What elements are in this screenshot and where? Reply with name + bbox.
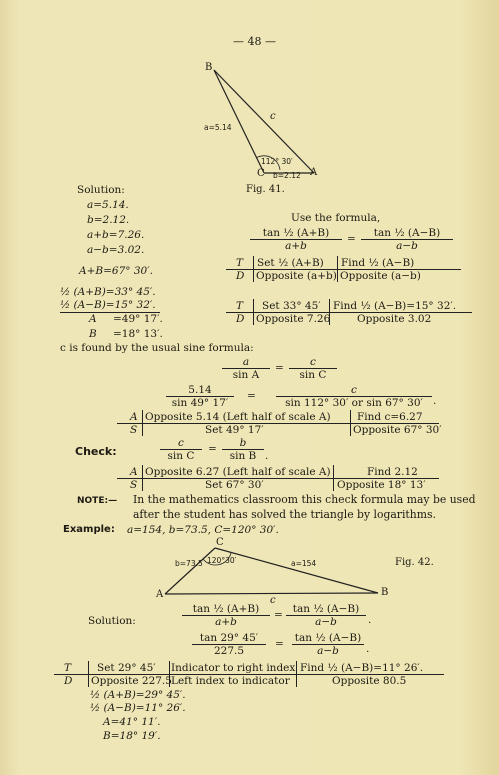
table5-t2: Indicator to right index [171, 662, 296, 674]
check-lhs-den: sin C [167, 450, 195, 462]
solution2-f-lhs-num: tan ½ (A+B) [182, 603, 270, 616]
sine-formula-rhs-den: sin C [299, 369, 327, 381]
given-a-plus-b: a+b=7.26. [87, 229, 145, 241]
solution-label: Solution: [77, 184, 125, 196]
table3-s2: Opposite 67° 30′ [353, 424, 442, 436]
fig42-angle: 120°30′ [207, 556, 237, 565]
result-half-diff: ½ (A−B)=11° 26′. [90, 702, 186, 714]
sine-formula-rhs-num: c [289, 356, 337, 369]
given-a-minus-b: a−b=3.02. [87, 244, 145, 256]
sine-numeric-rhs-num: c [276, 384, 432, 397]
table5-bar3 [296, 661, 297, 687]
sine-intro: c is found by the usual sine formula: [60, 342, 254, 354]
table5-T: T [64, 662, 72, 674]
table1-d1: Opposite (a+b) [256, 270, 337, 282]
table2-t1: Set 33° 45′ [262, 300, 321, 312]
angle-a-label: A [89, 313, 97, 325]
solution2-g-lhs-num: tan 29° 45′ [192, 632, 266, 645]
page-number: — 48 — [233, 35, 276, 48]
result-angle-b: B=18° 19′. [103, 730, 161, 742]
solution2-g-lhs-den: 227.5 [213, 645, 245, 657]
sine-numeric-lhs-den: sin 49° 17′ [171, 397, 229, 409]
sine-numeric-rhs-den: sin 112° 30′ or sin 67° 30′ [285, 397, 423, 409]
solution2-f-equals: = [274, 609, 283, 621]
table1-D: D [236, 270, 245, 282]
half-diff: ½ (A−B)=15° 32′. [60, 299, 156, 311]
solution2-f-lhs-den: a+b [215, 616, 237, 628]
note-label: NOTE:— [77, 496, 118, 506]
solution2-f-lhs [182, 603, 270, 628]
table4-s2: Opposite 18° 13′ [337, 479, 426, 491]
table4-A: A [130, 466, 138, 478]
solution2-g-rhs [292, 632, 364, 657]
formula1-rhs-num: tan ½ (A−B) [361, 227, 453, 240]
table3-a1: Opposite 5.14 (Left half of scale A) [145, 411, 331, 423]
angle-b-value: =18° 13′. [113, 328, 163, 340]
solution2-f-rhs-num: tan ½ (A−B) [286, 603, 366, 616]
table5-t3: Find ½ (A−B)=11° 26′. [300, 662, 424, 674]
formula1-equals: = [347, 233, 356, 245]
example-label: Example: [63, 524, 115, 535]
table3-A: A [130, 411, 138, 423]
table4-a2: Find 2.12 [367, 466, 418, 478]
half-sum: ½ (A+B)=33° 45′. [60, 286, 156, 298]
table3-s1: Set 49° 17′ [205, 424, 264, 436]
solution2-f-rhs-den: a−b [315, 616, 337, 628]
table4-a1: Opposite 6.27 (Left half of scale A) [145, 466, 331, 478]
fig41-caption: Fig. 41. [246, 184, 285, 195]
table5-d1: Opposite 227.5 [91, 675, 172, 687]
check-period: . [265, 450, 269, 462]
table5-bar1 [88, 661, 89, 687]
table1-t1: Set ½ (A+B) [257, 257, 324, 269]
angle-sum: A+B=67° 30′. [79, 265, 153, 277]
table1-t2: Find ½ (A−B) [341, 257, 415, 269]
sine-formula-lhs-den: sin A [232, 369, 260, 381]
solution2-f-rhs [286, 603, 366, 628]
fig41-angle: 112° 30′ [261, 157, 293, 166]
formula1-lhs-den: a+b [285, 240, 307, 252]
sine-formula-equals: = [275, 362, 284, 374]
given-b: b=2.12. [87, 214, 130, 226]
table5-d2: Left index to indicator [171, 675, 290, 687]
given-a: a=5.14. [87, 199, 129, 211]
formula1-rhs-den: a−b [396, 240, 418, 252]
fig42-vertex-a: A [156, 589, 164, 600]
fig42-caption: Fig. 42. [395, 557, 434, 568]
table2-T: T [236, 300, 244, 312]
table2-d1: Opposite 7.26 [256, 313, 331, 325]
fig41-side-c: c [270, 111, 276, 122]
fig41-vertex-a: A [310, 167, 318, 178]
angle-b-label: B [89, 328, 97, 340]
solution2-label: Solution: [88, 615, 136, 627]
solution2-g-lhs [192, 632, 266, 657]
fig42-vertex-c: C [216, 537, 224, 548]
fig42-side-b: b=73.5 [175, 559, 203, 568]
check-lhs-num: c [160, 437, 202, 450]
table1-T: T [236, 257, 244, 269]
check-rhs-num: b [222, 437, 264, 450]
result-angle-a: A=41° 11′. [103, 716, 161, 728]
table2-t2: Find ½ (A−B)=15° 32′. [333, 300, 457, 312]
table3-S: S [130, 424, 138, 436]
table4-s1: Set 67° 30′ [205, 479, 264, 491]
angle-a-value: =49° 17′. [113, 313, 163, 325]
formula-intro: Use the formula, [291, 212, 381, 224]
fig42-vertex-b: B [381, 587, 389, 598]
solution2-g-period: . [366, 643, 370, 655]
check-rhs-den: sin B [229, 450, 257, 462]
note-line2: after the student has solved the triangle by logarithms. [133, 508, 436, 521]
check-equals: = [208, 443, 217, 455]
sine-numeric-period: . [433, 395, 437, 407]
fig42-side-c: c [270, 595, 276, 606]
table5-D: D [64, 675, 73, 687]
note-line1: In the mathematics classroom this check formula may be used [133, 493, 476, 506]
fig41-side-a: a=5.14 [204, 123, 232, 132]
sine-numeric-lhs-num: 5.14 [166, 384, 234, 397]
table5-d3: Opposite 80.5 [332, 675, 407, 687]
solution2-f-period: . [368, 614, 372, 626]
sine-numeric-equals: = [247, 390, 256, 402]
sine-formula-lhs-num: a [222, 356, 270, 369]
table2-D: D [236, 313, 245, 325]
solution2-g-rhs-den: a−b [317, 645, 339, 657]
solution2-g-rhs-num: tan ½ (A−B) [292, 632, 364, 645]
table2-d2: Opposite 3.02 [357, 313, 432, 325]
formula1-lhs-num: tan ½ (A+B) [250, 227, 342, 240]
check-label: Check: [75, 445, 117, 458]
solution2-g-equals: = [275, 638, 284, 650]
fig41-vertex-b: B [205, 62, 213, 73]
table1-d2: Opposite (a−b) [340, 270, 421, 282]
result-half-sum: ½ (A+B)=29° 45′. [90, 689, 186, 701]
fig41-side-b: b=2.12 [273, 171, 301, 180]
table4-S: S [130, 479, 138, 491]
example-text: a=154, b=73.5, C=120° 30′. [127, 524, 279, 536]
table5-t1: Set 29° 45′ [97, 662, 156, 674]
table3-a2: Find c=6.27 [357, 411, 423, 423]
fig42-side-a: a=154 [291, 559, 317, 568]
fig41-vertex-c: C [257, 168, 265, 179]
